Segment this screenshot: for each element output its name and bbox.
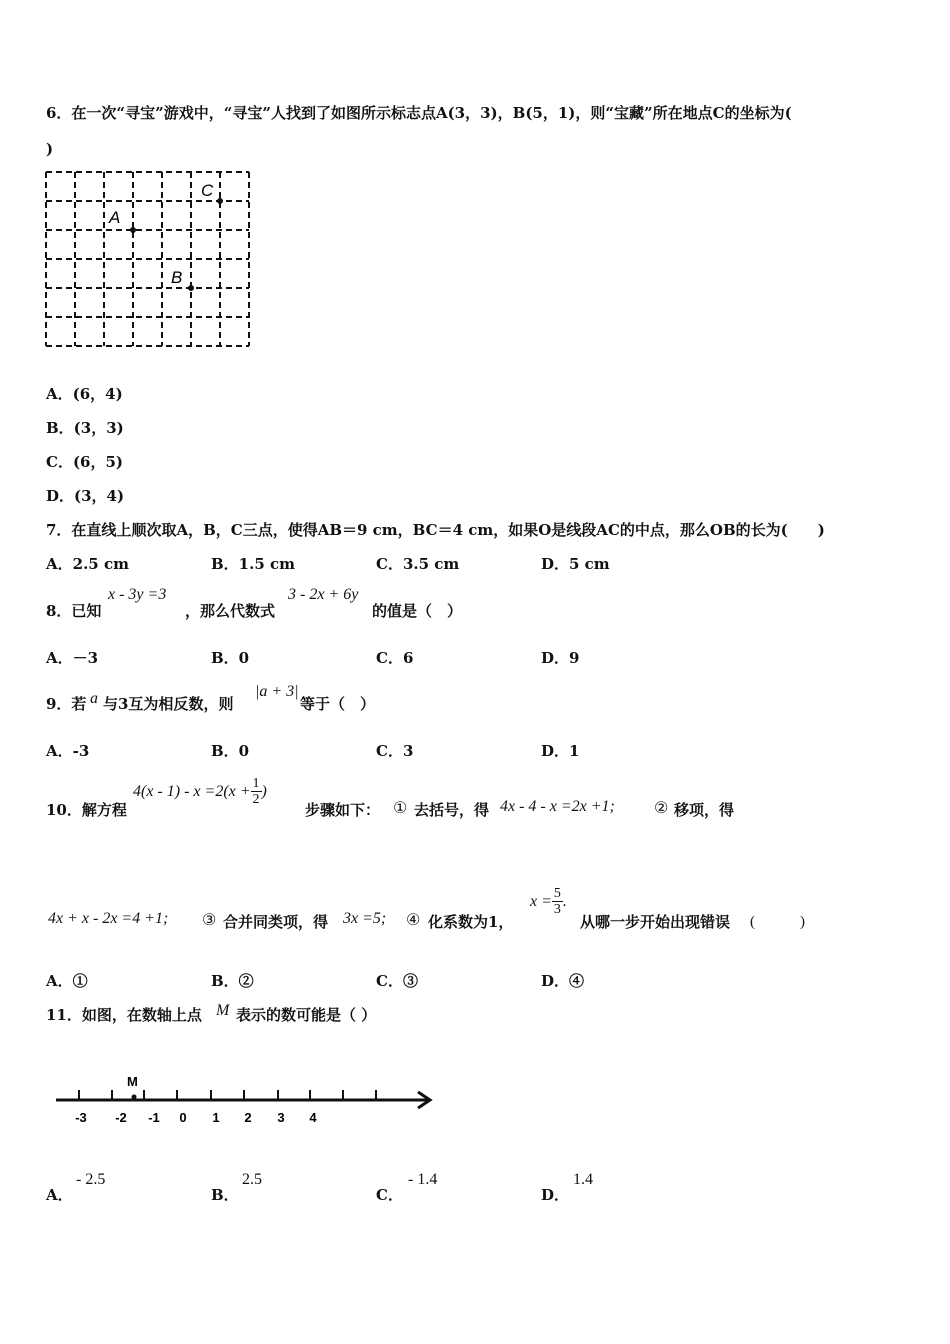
q11-stem-prefix: 11．如图，在数轴上点	[46, 1006, 202, 1024]
q11-option-d-value: 1.4	[573, 1171, 593, 1188]
number-line-point-m	[132, 1095, 137, 1100]
q10-step1-text: 去括号，得	[414, 801, 490, 819]
q10-option-c: C．③	[376, 972, 418, 990]
q9-option-b: B．0	[211, 742, 250, 760]
q10-step4-equation	[530, 886, 567, 917]
q10-step4-num: 5	[553, 886, 561, 901]
q9-suffix: 等于（ ）	[300, 695, 376, 713]
q10-equation-close: )	[261, 782, 267, 800]
q10-step4-text: 化系数为1，	[428, 913, 514, 931]
number-line-tick-label: 0	[179, 1110, 187, 1125]
q11-option-d-letter: D．	[541, 1186, 570, 1204]
q7-stem: 7．在直线上顺次取A，B，C三点，使得AB＝9 cm，BC＝4 cm，如果O是线段AC的中点，那么OB的长为( )	[46, 521, 825, 539]
q7-option-c: C．3.5 cm	[376, 555, 460, 573]
q10-option-a: A．①	[46, 972, 88, 990]
q9-variable: a	[90, 690, 98, 707]
q10-step4-dot: .	[562, 892, 567, 910]
q10-step3-equation: 3x =5;	[343, 910, 387, 927]
q10-question-paren: ( )	[750, 914, 805, 930]
q10-fraction-num: 1	[252, 776, 260, 791]
q11-number-line	[50, 1066, 440, 1130]
q10-line2-equation: 4x + x - 2x =4 +1;	[48, 910, 169, 927]
q7-option-d: D．5 cm	[541, 555, 610, 573]
q8-option-d: D．9	[541, 649, 580, 667]
q10-step4-mark: ④	[406, 912, 421, 929]
q11-variable: M	[216, 1002, 230, 1019]
q6-option-a: A．(6，4)	[46, 385, 123, 403]
q10-option-d: D．④	[541, 972, 585, 990]
q11-stem-suffix: 表示的数可能是（ ）	[236, 1006, 377, 1024]
q10-equation-left: 4(x - 1) - x =2(x +	[133, 782, 251, 800]
number-line-tick-label: 2	[244, 1110, 252, 1125]
q10-step4-lhs: x =	[530, 892, 552, 910]
q8-option-a: A．－3	[46, 649, 99, 667]
q6-grid-figure	[40, 165, 260, 355]
q7-option-b: B．1.5 cm	[211, 555, 296, 573]
q8-middle: ，那么代数式	[185, 602, 276, 620]
q7-option-a: A．2.5 cm	[46, 555, 129, 573]
q6-stem: 6．在一次“寻宝”游戏中，“寻宝”人找到了如图所示标志点A(3，3)，B(5，1)，则“宝藏”所在地点C的坐标为(	[46, 104, 792, 122]
q8-option-c: C．6	[376, 649, 414, 667]
q10-step3-text: 合并同类项，得	[223, 913, 329, 931]
grid-label-c: C	[201, 181, 214, 200]
q11-option-a-letter: A．	[46, 1186, 73, 1204]
q11-option-b-value: 2.5	[242, 1171, 262, 1188]
q6-option-d: D．(3，4)	[46, 487, 125, 505]
number-line-tick-label: -2	[115, 1110, 127, 1125]
q10-fraction-five-thirds	[552, 886, 563, 917]
q10-step3-mark: ③	[202, 912, 217, 929]
q10-step1-mark: ①	[393, 800, 408, 817]
q9-option-c: C．3	[376, 742, 414, 760]
q10-equation	[133, 776, 267, 807]
q11-option-a-value: - 2.5	[76, 1171, 106, 1188]
q8-expression: 3 - 2x + 6y	[288, 586, 359, 603]
grid-point-c	[217, 198, 223, 204]
q9-option-d: D．1	[541, 742, 580, 760]
number-line-tick-label: -1	[148, 1110, 160, 1125]
q10-question: 从哪一步开始出现错误	[580, 913, 731, 931]
q10-prefix: 10．解方程	[46, 801, 127, 819]
q10-fraction-den: 2	[252, 792, 260, 807]
q10-step1-equation: 4x - 4 - x =2x +1;	[500, 798, 615, 815]
q6-grid-lines	[46, 172, 249, 346]
number-line-ticks	[75, 1090, 376, 1125]
q10-option-b: B．②	[211, 972, 254, 990]
number-line-tick-label: 4	[309, 1110, 317, 1125]
q6-stem-close: )	[46, 140, 54, 158]
q11-option-c-value: - 1.4	[408, 1171, 438, 1188]
q10-fraction-half	[251, 776, 262, 807]
q9-middle: 与3互为相反数，则	[103, 695, 234, 713]
grid-point-a	[130, 227, 136, 233]
q6-option-b: B．(3，3)	[46, 419, 124, 437]
q8-equation: x - 3y =3	[108, 586, 167, 603]
number-line-tick-label: -3	[75, 1110, 87, 1125]
q9-absolute-value: |a + 3|	[255, 683, 299, 700]
q9-prefix: 9．若	[46, 695, 87, 713]
number-line-point-m-label: M	[127, 1074, 138, 1089]
q6-option-c: C．(6，5)	[46, 453, 124, 471]
q11-option-c-letter: C．	[376, 1186, 403, 1204]
q10-step2-mark: ②	[654, 800, 669, 817]
number-line-tick-label: 1	[212, 1110, 220, 1125]
q8-suffix: 的值是（ ）	[372, 602, 463, 620]
grid-point-b	[188, 285, 194, 291]
q9-option-a: A．-3	[46, 742, 90, 760]
number-line-tick-label: 3	[277, 1110, 285, 1125]
q10-steps-intro: 步骤如下：	[305, 801, 381, 819]
grid-label-a: A	[109, 208, 121, 227]
q8-option-b: B．0	[211, 649, 250, 667]
q10-step4-den: 3	[553, 902, 561, 917]
q11-option-b-letter: B．	[211, 1186, 239, 1204]
q8-prefix: 8．已知	[46, 602, 102, 620]
q10-step2-text: 移项，得	[674, 801, 735, 819]
grid-label-b: B	[171, 268, 183, 287]
